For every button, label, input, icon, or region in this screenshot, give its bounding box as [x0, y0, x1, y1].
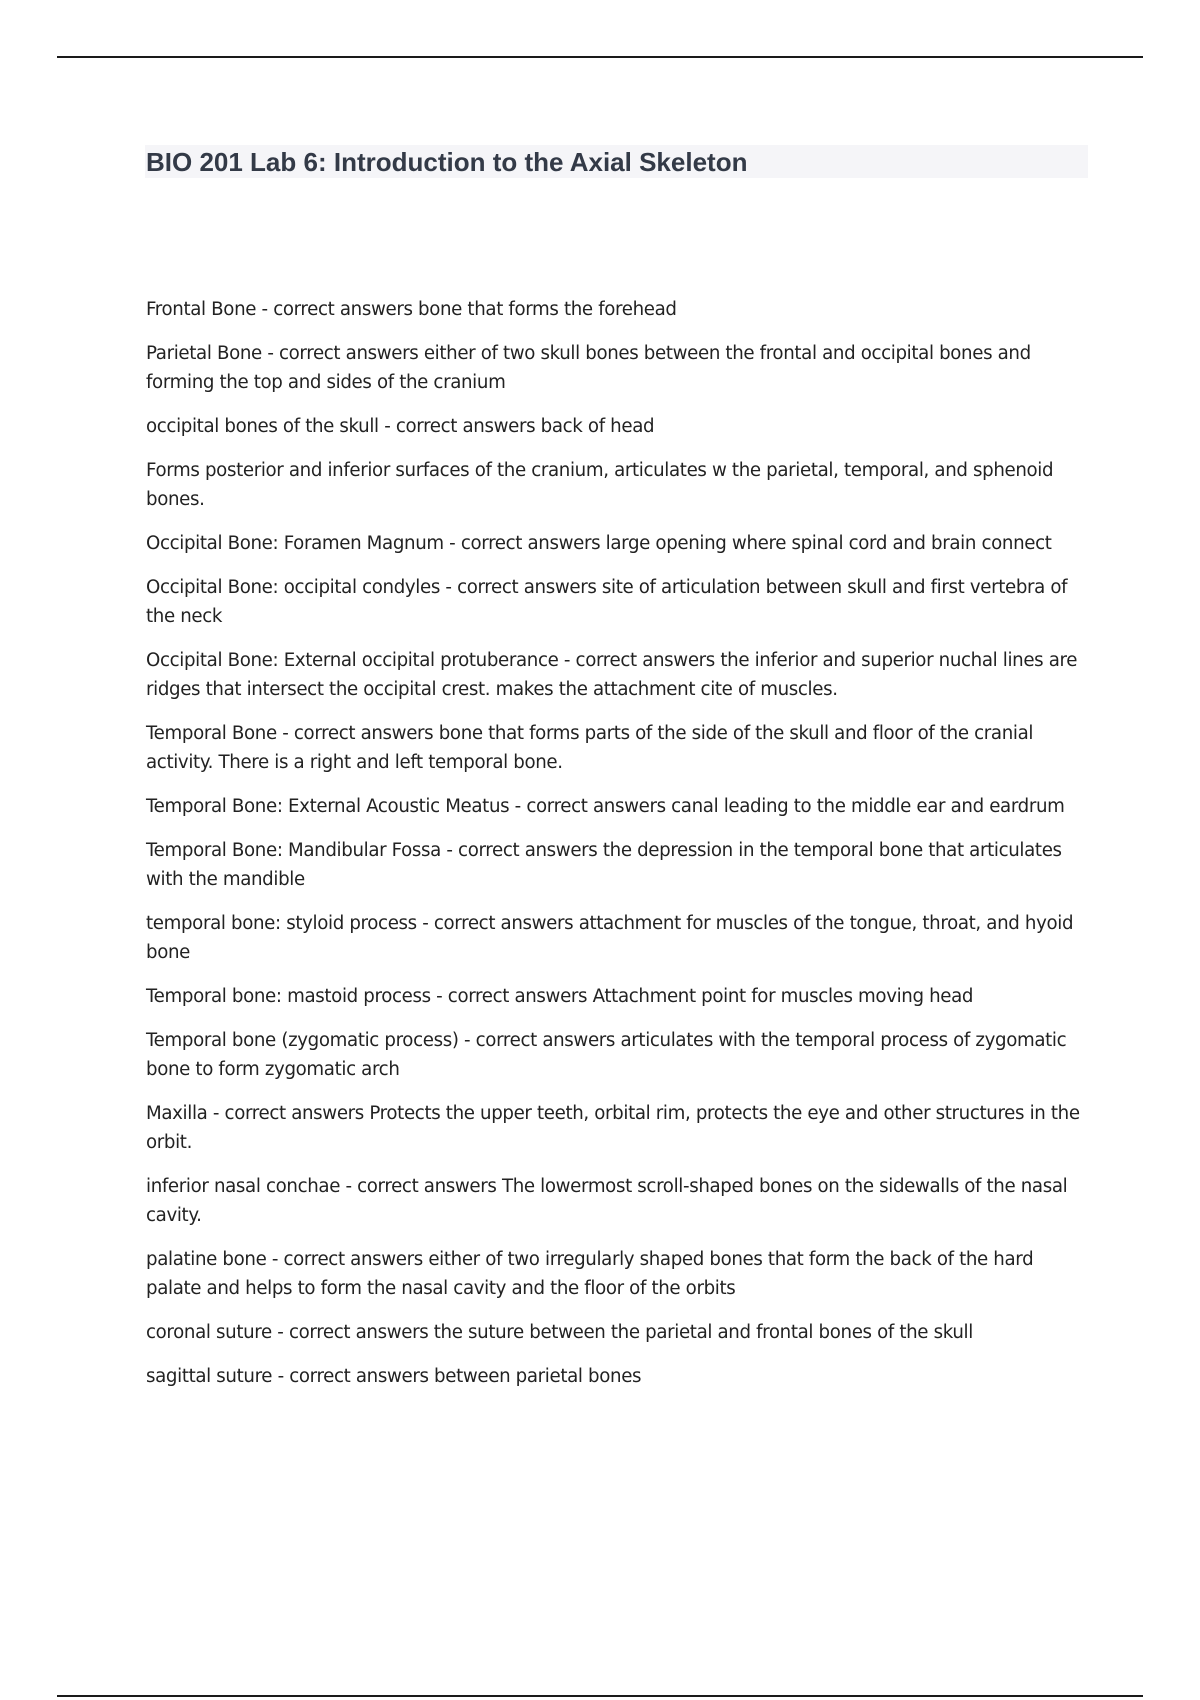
entry-definition: either of two skull bones between the frontal and occipital bones and forming the top and sides of the cranium	[146, 343, 1031, 393]
list-item	[146, 646, 1086, 704]
list-item	[146, 1318, 1086, 1347]
entry-definition: the depression in the temporal bone that articulates with the mandible	[146, 840, 1062, 890]
footer-rule	[57, 1695, 1143, 1697]
list-item	[146, 719, 1086, 777]
entry-term: Occipital Bone: Foramen Magnum -	[146, 533, 461, 554]
entry-term: Occipital Bone: occipital condyles -	[146, 577, 457, 598]
list-item	[146, 1362, 1086, 1391]
answer-prefix: correct answers	[526, 796, 666, 817]
list-item	[146, 1099, 1086, 1157]
document-title: BIO 201 Lab 6: Introduction to the Axial Skeleton	[146, 147, 748, 177]
list-item	[146, 1026, 1086, 1084]
answer-prefix: correct answers	[457, 577, 597, 598]
list-item	[146, 982, 1086, 1011]
answer-prefix: correct answers	[575, 650, 715, 671]
entry-term: Temporal Bone -	[146, 723, 294, 744]
entry-definition: site of articulation between skull and first vertebra of the neck	[146, 577, 1068, 627]
entry-definition: articulates with the temporal process of zygomatic bone to form zygomatic arch	[146, 1030, 1067, 1080]
answer-prefix: correct answers	[283, 1249, 423, 1270]
list-item	[146, 529, 1086, 558]
answer-prefix: correct answers	[458, 840, 598, 861]
answer-prefix: correct answers	[447, 986, 588, 1007]
entry-term: palatine bone -	[146, 1249, 284, 1270]
answer-prefix: correct answers	[293, 723, 434, 744]
entry-term: Parietal Bone -	[146, 343, 279, 364]
flashcard-list	[146, 295, 1086, 1406]
list-item	[146, 1245, 1086, 1303]
entry-term: occipital bones of the skull -	[146, 416, 396, 437]
answer-prefix: correct answers	[288, 1322, 429, 1343]
entry-definition: the inferior and superior nuchal lines are ridges that intersect the occipital crest. makes the attachment cite of muscles.	[146, 650, 1078, 700]
entry-term: Temporal Bone: Mandibular Fossa -	[146, 840, 458, 861]
list-item	[146, 573, 1086, 631]
entry-term: sagittal suture -	[146, 1366, 289, 1387]
entry-definition: bone that forms the forehead	[418, 299, 677, 320]
entry-term: Temporal bone: mastoid process -	[146, 986, 448, 1007]
entry-definition: large opening where spinal cord and brain connect	[605, 533, 1052, 554]
entry-term: Temporal bone (zygomatic process) -	[146, 1030, 476, 1051]
entry-definition: between parietal bones	[434, 1366, 642, 1387]
answer-prefix: correct answers	[460, 533, 601, 554]
entry-definition: Protects the upper teeth, orbital rim, protects the eye and other structures in the orbit.	[146, 1103, 1080, 1153]
answer-prefix: correct answers	[395, 416, 536, 437]
entry-term: coronal suture -	[146, 1322, 289, 1343]
entry-term: Occipital Bone: External occipital protuberance -	[146, 650, 576, 671]
list-item	[146, 339, 1086, 397]
entry-term: inferior nasal conchae -	[146, 1176, 357, 1197]
entry-term: Frontal Bone -	[146, 299, 273, 320]
list-item	[146, 456, 1086, 514]
entry-definition: the suture between the parietal and frontal bones of the skull	[433, 1322, 973, 1343]
list-item	[146, 295, 1086, 324]
answer-prefix: correct answers	[278, 343, 419, 364]
entry-text: Forms posterior and inferior surfaces of the cranium, articulates w the parietal, temporal, and sphenoid bones.	[146, 460, 1054, 510]
entry-definition: attachment for muscles of the tongue, throat, and hyoid bone	[146, 913, 1074, 963]
answer-prefix: correct answers	[273, 299, 413, 320]
list-item	[146, 792, 1086, 821]
entry-definition: back of head	[540, 416, 655, 437]
entry-definition: Attachment point for muscles moving head	[592, 986, 974, 1007]
entry-term: Temporal Bone: External Acoustic Meatus -	[146, 796, 526, 817]
entry-definition: The lowermost scroll-shaped bones on the sidewalls of the nasal cavity.	[146, 1176, 1068, 1226]
answer-prefix: correct answers	[224, 1103, 364, 1124]
entry-definition: either of two irregularly shaped bones that form the back of the hard palate and helps to form the nasal cavity and the floor of the orbits	[146, 1249, 1034, 1299]
entry-term: temporal bone: styloid process -	[146, 913, 434, 934]
entry-term: Maxilla -	[146, 1103, 225, 1124]
list-item	[146, 909, 1086, 967]
list-item	[146, 836, 1086, 894]
header-rule	[57, 56, 1143, 58]
answer-prefix: correct answers	[475, 1030, 616, 1051]
answer-prefix: correct answers	[433, 913, 574, 934]
list-item	[146, 412, 1086, 441]
entry-definition: bone that forms parts of the side of the skull and floor of the cranial activity. There is a right and left temporal bone.	[146, 723, 1034, 773]
answer-prefix: correct answers	[289, 1366, 429, 1387]
list-item	[146, 1172, 1086, 1230]
entry-definition: canal leading to the middle ear and eardrum	[671, 796, 1065, 817]
answer-prefix: correct answers	[357, 1176, 497, 1197]
